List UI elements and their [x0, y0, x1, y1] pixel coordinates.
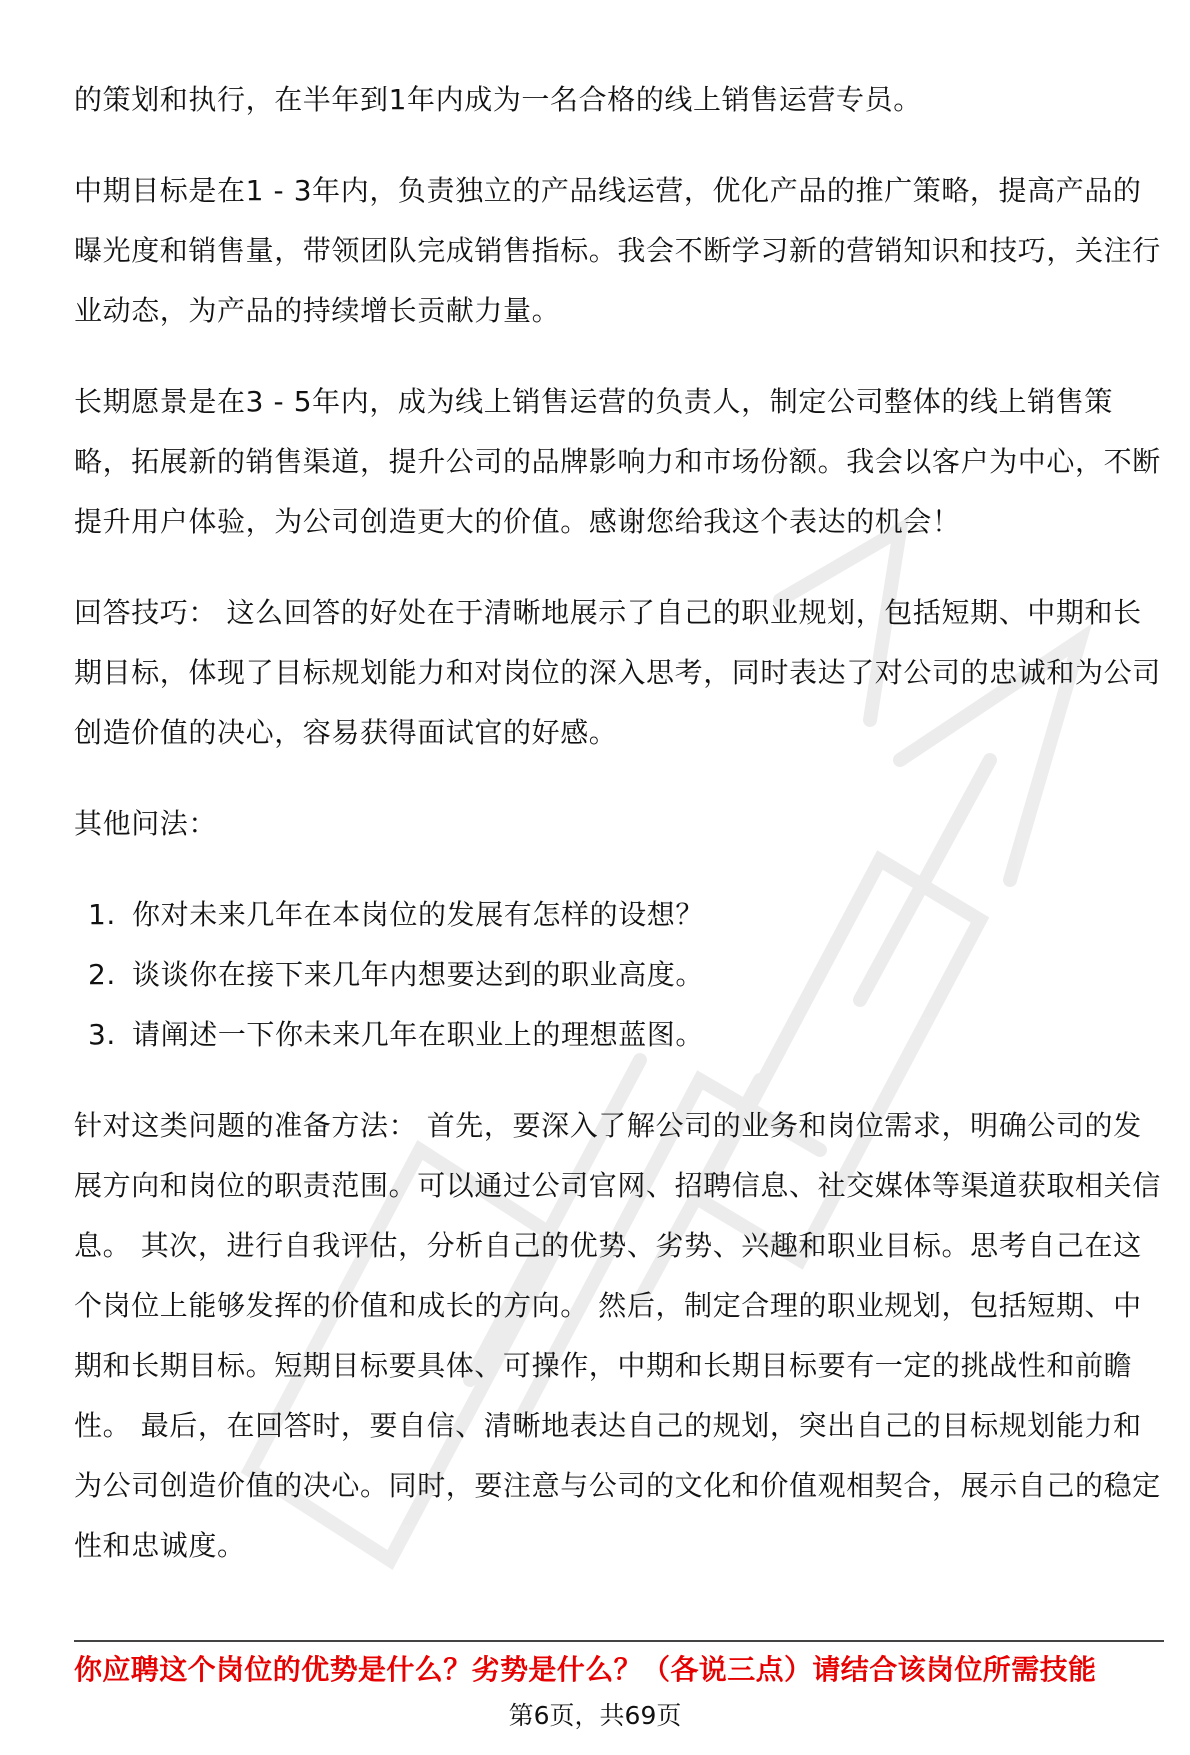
page-indicator: 第6页，共69页 [508, 1701, 682, 1730]
list-item [74, 885, 1164, 945]
paragraph-answer-tips: 回答技巧： 这么回答的好处在于清晰地展示了自己的职业规划，包括短期、中期和长期目标，体现了目标规划能力和对岗位的深入思考，同时表达了对公司的忠诚和为公司创造价值的决心，容易获得面试官的好感。 [74, 596, 1161, 749]
footer-divider [74, 1640, 1164, 1642]
other-questions-list [74, 885, 1164, 1065]
list-item-text: 谈谈你在接下来几年内想要达到的职业高度。 [132, 958, 705, 991]
list-item-number: 2. [88, 958, 116, 991]
paragraph-long-term-vision: 长期愿景是在3 - 5年内，成为线上销售运营的负责人，制定公司整体的线上销售策略，拓展新的销售渠道，提升公司的品牌影响力和市场份额。我会以客户为中心，不断提升用户体验，为公司创造更大的价值。感谢您给我这个表达的机会！ [74, 385, 1161, 538]
list-item-number: 1. [88, 898, 116, 931]
list-item-text: 请阐述一下你未来几年在职业上的理想蓝图。 [132, 1018, 705, 1051]
paragraph-mid-term-goal: 中期目标是在1 - 3年内，负责独立的产品线运营，优化产品的推广策略，提高产品的曝光度和销售量，带领团队完成销售指标。我会不断学习新的营销知识和技巧，关注行业动态，为产品的持续增长贡献力量。 [74, 174, 1161, 327]
list-item-text: 你对未来几年在本岗位的发展有怎样的设想？ [132, 898, 705, 931]
list-item [74, 945, 1164, 1005]
list-item [74, 1005, 1164, 1065]
paragraph-other-questions-heading: 其他问法： [74, 807, 218, 840]
paragraph-short-term-ending: 的策划和执行，在半年到1年内成为一名合格的线上销售运营专员。 [74, 83, 922, 116]
document-body [74, 70, 1164, 1607]
list-item-number: 3. [88, 1018, 116, 1051]
paragraph-preparation-method: 针对这类问题的准备方法： 首先，要深入了解公司的业务和岗位需求，明确公司的发展方向和岗位的职责范围。可以通过公司官网、招聘信息、社交媒体等渠道获取相关信息。 其次，进行自我评估，分析自己的优势、劣势、兴趣和职业目标。思考自己在这个岗位上能够发挥的价值和成长的方向。 然后，制定合理的职业规划，包括短期、中期和长期目标。短期目标要具体、可操作，中期和长期目标要有一定的挑战性和前瞻性。 最后，在回答时，要自信、清晰地表达自己的规划，突出自己的目标规划能力和为公司创造价值的决心。同时，要注意与公司的文化和价值观相契合，展示自己的稳定性和忠诚度。 [74, 1109, 1161, 1562]
next-question-title: 你应聘这个岗位的优势是什么？劣势是什么？（各说三点）请结合该岗位所需技能 [74, 1653, 1097, 1686]
